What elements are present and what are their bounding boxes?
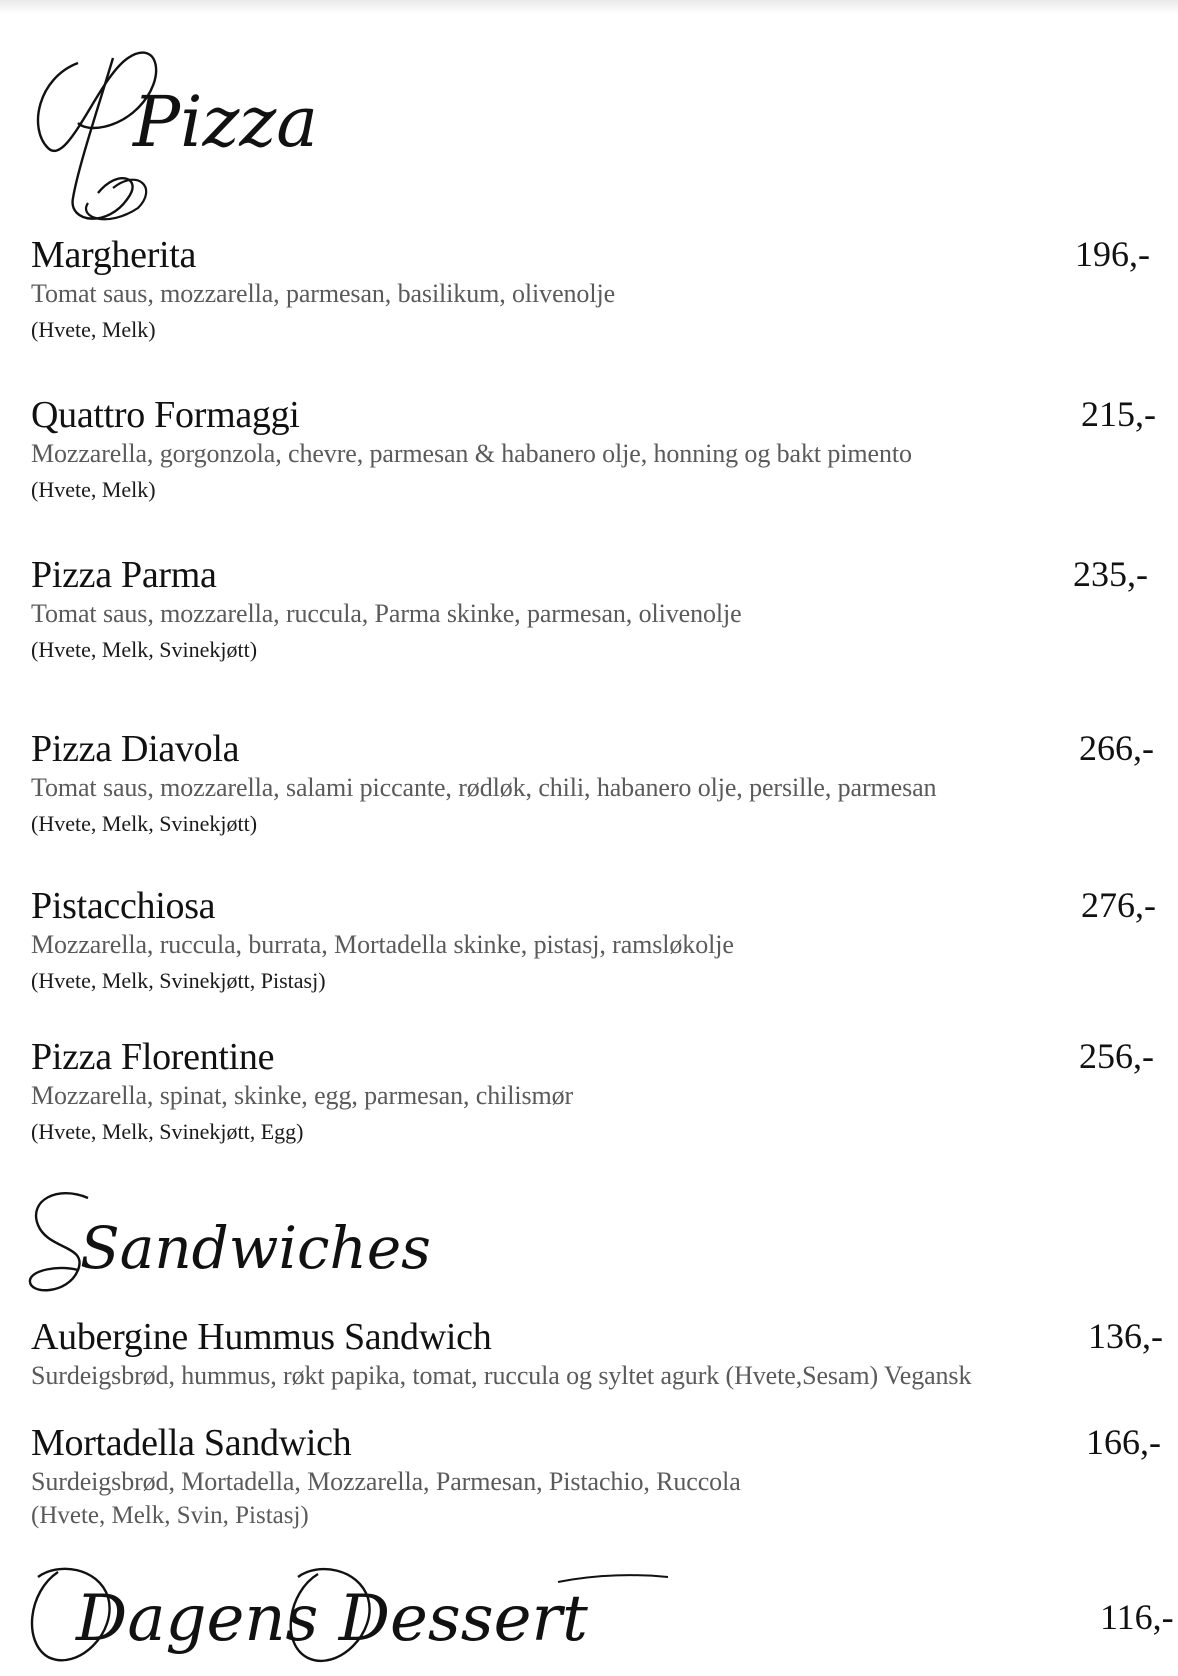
item-allergens: (Hvete, Melk) <box>31 477 156 502</box>
item-name: Margherita <box>31 234 197 276</box>
dessert-price: 116,- <box>1100 1597 1174 1637</box>
item-name: Quattro Formaggi <box>31 394 300 436</box>
item-price: 276,- <box>1081 885 1156 925</box>
item-name: Aubergine Hummus Sandwich <box>31 1316 492 1358</box>
item-price: 215,- <box>1081 394 1156 434</box>
item-price: 196,- <box>1075 234 1150 274</box>
item-allergens: (Hvete, Melk, Svin, Pistasj) <box>31 1502 309 1529</box>
item-description: Mozzarella, spinat, skinke, egg, parmesan, chilismør <box>31 1081 574 1110</box>
item-allergens: (Hvete, Melk, Svinekjøtt) <box>31 637 258 662</box>
sandwiches-script-logo <box>18 1180 431 1300</box>
item-name: Pizza Florentine <box>31 1036 275 1078</box>
pizza-heading-text: Pizza <box>133 81 318 163</box>
item-description: Surdeigsbrød, Mortadella, Mozzarella, Parmesan, Pistachio, Ruccola <box>31 1467 741 1496</box>
item-name: Pizza Diavola <box>31 728 240 770</box>
dessert-script-logo <box>18 1552 678 1676</box>
item-allergens: (Hvete, Melk, Svinekjøtt, Pistasj) <box>31 968 326 993</box>
sandwiches-heading-text: Sandwiches <box>80 1214 431 1282</box>
item-name: Pizza Parma <box>31 554 217 596</box>
item-description: Tomat saus, mozzarella, parmesan, basilikum, olivenolje <box>31 279 616 308</box>
item-allergens: (Hvete, Melk, Svinekjøtt) <box>31 811 258 836</box>
dessert-heading <box>18 1552 678 1676</box>
item-allergens: (Hvete, Melk, Svinekjøtt, Egg) <box>31 1119 304 1144</box>
dessert-heading-text: Dagens Dessert <box>76 1582 588 1656</box>
pizza-heading <box>18 18 318 233</box>
item-description: Mozzarella, gorgonzola, chevre, parmesan & habanero olje, honning og bakt pimento <box>31 439 912 468</box>
item-name: Pistacchiosa <box>31 885 216 927</box>
item-allergens: (Hvete, Melk) <box>31 317 156 342</box>
item-description: Tomat saus, mozzarella, ruccula, Parma skinke, parmesan, olivenolje <box>31 599 742 628</box>
item-price: 166,- <box>1086 1422 1161 1462</box>
item-name: Mortadella Sandwich <box>31 1422 352 1464</box>
pizza-script-logo <box>18 18 318 233</box>
item-price: 235,- <box>1073 554 1148 594</box>
item-description: Surdeigsbrød, hummus, røkt papika, tomat, ruccula og syltet agurk (Hvete,Sesam) Vegansk <box>31 1361 972 1390</box>
item-price: 136,- <box>1088 1316 1163 1356</box>
top-shade <box>0 0 1178 14</box>
sandwiches-heading <box>18 1180 431 1300</box>
item-description: Mozzarella, ruccula, burrata, Mortadella skinke, pistasj, ramsløkolje <box>31 930 734 959</box>
item-price: 256,- <box>1079 1036 1154 1076</box>
item-description: Tomat saus, mozzarella, salami piccante, rødløk, chili, habanero olje, persille, parmesan <box>31 773 937 802</box>
item-price: 266,- <box>1079 728 1154 768</box>
